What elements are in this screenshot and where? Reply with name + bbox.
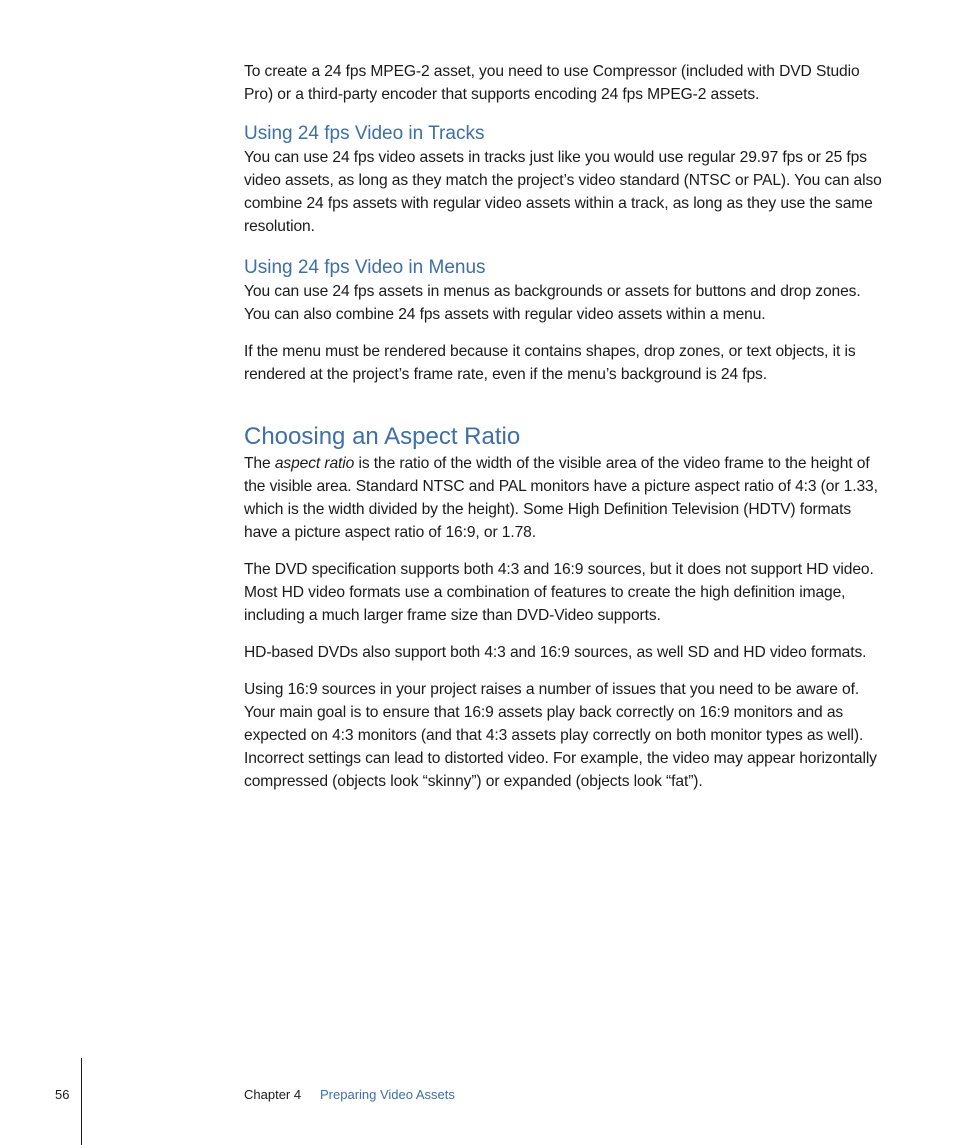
aspect-paragraph-1: [244, 452, 884, 544]
footer-chapter-label: Chapter 4: [244, 1087, 302, 1102]
page-number: 56: [55, 1087, 70, 1102]
heading-aspect-ratio: Choosing an Aspect Ratio: [244, 423, 521, 450]
aspect-paragraph-4: Using 16:9 sources in your project raises a number of issues that you need to be aware of. Your main goal is to ensure that 16:9 assets play back correctly on 16:9 monitors and as expected on 4:3 monitors (and that 4:3 assets play correctly on both monitor types as well). Incorrect settings can lead to distorted video. For example, the video may appear horizontally compressed (objects look “skinny”) or expanded (objects look “fat”).: [244, 681, 877, 790]
menus-paragraph-1: You can use 24 fps assets in menus as backgrounds or assets for buttons and drop zones. You can also combine 24 fps assets with regular video assets within a menu.: [244, 283, 861, 323]
page-body: [244, 60, 884, 793]
footer-chapter-title: Preparing Video Assets: [320, 1087, 455, 1102]
menus-paragraph-2: If the menu must be rendered because it contains shapes, drop zones, or text objects, it is rendered at the project’s frame rate, even if the menu’s background is 24 fps.: [244, 343, 856, 383]
aspect-paragraph-3: HD-based DVDs also support both 4:3 and 16:9 sources, as well SD and HD video formats.: [244, 644, 867, 661]
tracks-paragraph: You can use 24 fps video assets in tracks just like you would use regular 29.97 fps or 25 fps video assets, as long as they match the project’s video standard (NTSC or PAL). You can also combine 24 fps assets with regular video assets within a track, as long as they use the same resolution.: [244, 149, 882, 235]
aspect-paragraph-1-rest: is the ratio of the width of the visible area of the video frame to the height of the visible area. Standard NTSC and PAL monitors have a picture aspect ratio of 4:3 (or 1.33, which is the width divided by the height). Some High Definition Television (HDTV) formats have a picture aspect ratio of 16:9, or 1.78.: [244, 455, 878, 541]
intro-paragraph: To create a 24 fps MPEG-2 asset, you need to use Compressor (included with DVD Studio Pro) or a third-party encoder that supports encoding 24 fps MPEG-2 assets.: [244, 63, 860, 103]
aspect-ratio-term: aspect ratio: [274, 455, 355, 472]
aspect-paragraph-2: The DVD specification supports both 4:3 and 16:9 sources, but it does not support HD video. Most HD video formats use a combination of features to create the high definition image, including a much larger frame size than DVD-Video supports.: [244, 561, 874, 624]
aspect-paragraph-1-prefix: The: [244, 455, 275, 472]
heading-24fps-menus: Using 24 fps Video in Menus: [244, 257, 486, 278]
footer-divider: [81, 1058, 82, 1145]
heading-24fps-tracks: Using 24 fps Video in Tracks: [244, 123, 485, 144]
